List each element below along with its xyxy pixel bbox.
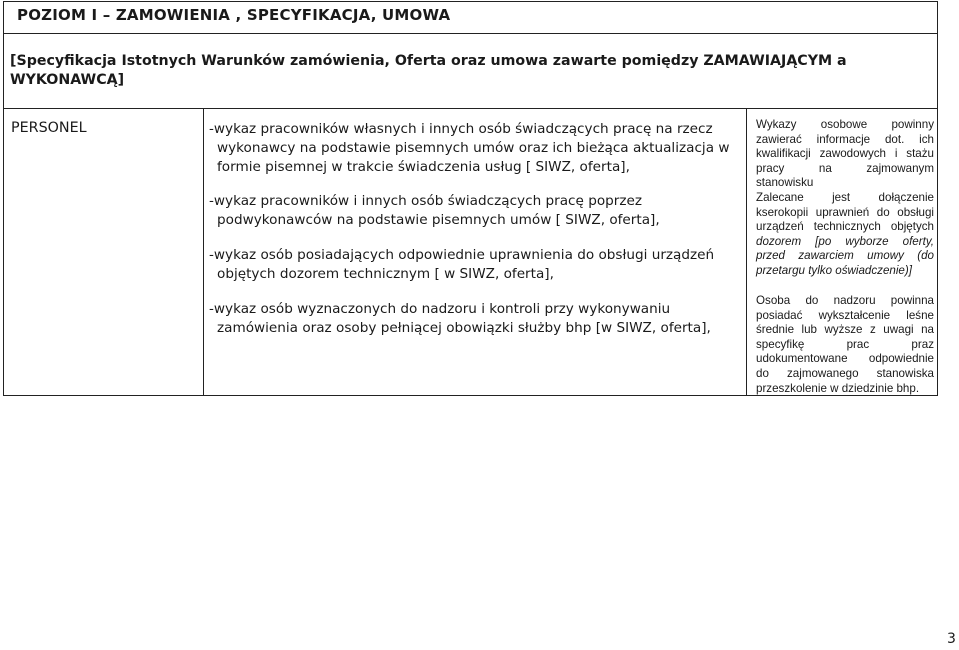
item-line: objętych dozorem technicznym [ w SIWZ, oferta],: [217, 266, 554, 282]
subtitle-row: [4, 34, 937, 109]
item-line: zamówienia oraz osoby pełniącej obowiązki służby bhp [w SIWZ, oferta],: [217, 320, 711, 336]
note-line: stanowisku: [756, 176, 814, 190]
page-title: POZIOM I – ZAMOWIENIA , SPECYFIKACJA, UMOWA: [17, 6, 451, 24]
note-line: kwalifikacji zawodowych i stażu: [756, 147, 934, 161]
note-line: kserokopii uprawnień do obsługi: [756, 205, 934, 219]
note-supervision: [756, 294, 934, 396]
note-line: specyfikę prac praz: [756, 337, 934, 351]
note-line: posiadać wykształcenie leśne: [756, 308, 934, 322]
note-line: Zalecane jest dołączenie: [756, 190, 934, 204]
page-subtitle: [Specyfikacja Istotnych Warunków zamówienia, Oferta oraz umowa zawarte pomiędzy ZAMAWIAJĄCYM a WYKONAWCĄ]: [10, 53, 847, 88]
note-line: przetargu tylko oświadczenie)]: [756, 263, 912, 277]
item-line: wykonawcy na podstawie pisemnych umów oraz ich bieżąca aktualizacja w: [217, 140, 730, 156]
column-divider: [203, 109, 204, 395]
page-number: 3: [947, 631, 956, 647]
item-line: -wykaz pracowników własnych i innych osób świadczących pracę na rzecz: [209, 121, 713, 137]
title-row: [4, 2, 937, 34]
note-line: do zajmowanego stanowiska: [756, 366, 934, 380]
note-line: średnie lub wyższe z uwagi na: [756, 323, 934, 337]
item-line: -wykaz osób wyznaczonych do nadzoru i kontroli przy wykonywaniu: [209, 301, 671, 317]
note-line: Osoba do nadzoru powinna: [756, 294, 934, 307]
item-line: formie pisemnej w trakcie świadczenia usług [ SIWZ, oferta],: [217, 159, 630, 175]
item-line: podwykonawców na podstawie pisemnych umów [ SIWZ, oferta],: [217, 212, 660, 228]
note-line: urządzeń technicznych objętych: [756, 220, 934, 234]
list-item: [209, 300, 739, 338]
note-qualifications: [756, 118, 934, 279]
item-line: -wykaz osób posiadających odpowiednie uprawnienia do obsługi urządzeń: [209, 247, 715, 263]
note-line: udokumentowane odpowiednie: [756, 352, 934, 366]
list-item: [209, 120, 739, 177]
note-line: Wykazy osobowe powinny: [756, 118, 934, 131]
section-label: PERSONEL: [11, 120, 87, 136]
note-line: pracy na zajmowanym: [756, 161, 934, 175]
list-item: [209, 192, 739, 230]
note-line: dozorem [po wyborze oferty,: [756, 234, 934, 248]
column-divider: [746, 109, 747, 395]
note-line: przed zawarciem umowy (do: [756, 249, 934, 263]
list-item: [209, 246, 739, 284]
item-line: -wykaz pracowników i innych osób świadczących pracę poprzez: [209, 193, 643, 209]
personel-row: [4, 109, 937, 395]
document-table: [3, 1, 938, 396]
note-line: przeszkolenie w dziedzinie bhp.: [756, 381, 920, 395]
note-line: zawierać informacje dot. ich: [756, 132, 934, 146]
